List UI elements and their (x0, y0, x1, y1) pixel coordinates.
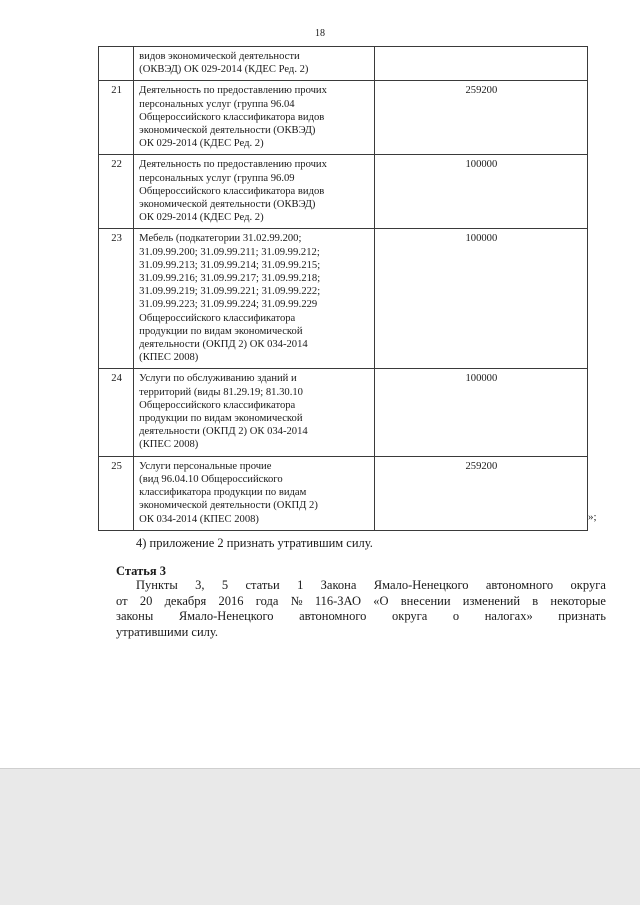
article-word: декабря (164, 593, 207, 608)
activity-description-cell (134, 47, 375, 81)
description-line: персональных услуг (группа 96.04 (139, 98, 295, 110)
table-row (99, 229, 588, 369)
article-word: о (452, 609, 460, 624)
page-number: 18 (315, 28, 325, 39)
article-word: в (532, 593, 539, 608)
activity-description-cell (134, 456, 375, 530)
description-line: 31.09.99.219; 31.09.99.221; 31.09.99.222; (139, 286, 321, 298)
description-line: экономической деятельности (ОКВЭД) (139, 125, 316, 137)
article-word: округа (392, 609, 428, 624)
activity-description-cell (134, 369, 375, 456)
description-line: Мебель (подкатегории 31.02.99.200; (139, 233, 302, 245)
description-line: продукции по видам экономической (139, 325, 303, 337)
description-line: (КПЕС 2008) (139, 439, 199, 451)
description-line: экономической деятельности (ОКВЭД) (139, 199, 316, 211)
description-line: Общероссийского классификатора видов (139, 185, 325, 197)
activity-description-cell (134, 155, 375, 229)
article-word: статьи (245, 578, 280, 592)
description-line: персональных услуг (группа 96.09 (139, 172, 295, 184)
description-line: Общероссийского классификатора (139, 399, 296, 411)
row-number-cell: 25 (99, 456, 134, 530)
description-line: ОК 029-2014 (КДЕС Ред. 2) (139, 138, 264, 150)
article-heading: Статья 3 (116, 564, 166, 578)
article-word: автономного (299, 609, 367, 624)
tax-rates-table (98, 46, 588, 531)
article-word: признать (558, 609, 606, 624)
article-word: налогах» (484, 609, 533, 624)
row-number-cell: 21 (99, 81, 134, 155)
activity-description-cell (134, 229, 375, 369)
activity-description-cell (134, 81, 375, 155)
amount-cell: 100000 (374, 155, 587, 229)
description-line: 31.09.99.200; 31.09.99.211; 31.09.99.212; (139, 246, 320, 258)
article-paragraph (116, 578, 606, 640)
article-word: 116-ЗАО (314, 593, 361, 608)
description-line: 31.09.99.223; 31.09.99.224; 31.09.99.229 (139, 299, 318, 311)
description-line: продукции по видам экономической (139, 413, 303, 425)
article-word: 20 (139, 593, 153, 608)
row-number-cell: 22 (99, 155, 134, 229)
description-line: экономической деятельности (ОКПД 2) (139, 500, 318, 512)
article-word: автономного (485, 578, 554, 592)
row-number-cell (99, 47, 134, 81)
description-line: деятельности (ОКПД 2) ОК 034-2014 (139, 426, 308, 438)
article-line (116, 594, 606, 610)
article-word: 3, (195, 578, 205, 592)
article-word: некоторые (550, 593, 606, 608)
table-row (99, 456, 588, 530)
row-number-cell: 23 (99, 229, 134, 369)
article-word: «О (373, 593, 389, 608)
table-row (99, 47, 588, 81)
description-line: Услуги по обслуживанию зданий и (139, 373, 297, 385)
article-word: Ямало-Ненецкого (178, 609, 274, 624)
item-4-text: 4) приложение 2 признать утратившим силу. (136, 536, 373, 550)
article-word: законы (116, 609, 154, 624)
table-row (99, 155, 588, 229)
amount-cell: 100000 (374, 229, 587, 369)
article-line (116, 609, 606, 625)
article-word: Пункты (136, 578, 178, 592)
article-line (116, 578, 606, 594)
article-word: изменений (462, 593, 521, 608)
description-line: территорий (виды 81.29.19; 81.30.10 (139, 386, 303, 398)
description-line: Общероссийского классификатора видов (139, 111, 325, 123)
article-word: Закона (320, 578, 357, 592)
description-line: ОК 034-2014 (КПЕС 2008) (139, 513, 259, 525)
article-word: от (116, 593, 128, 608)
article-line (116, 625, 606, 641)
table-row (99, 81, 588, 155)
description-line: Деятельность по предоставлению прочих (139, 85, 327, 97)
article-word: № (290, 593, 303, 608)
description-line: Общероссийского классификатора (139, 312, 296, 324)
row-number-cell: 24 (99, 369, 134, 456)
amount-cell: 100000 (374, 369, 587, 456)
closing-quote-mark: »; (588, 511, 597, 523)
description-line: деятельности (ОКПД 2) ОК 034-2014 (139, 339, 308, 351)
description-line: Услуги персональные прочие (139, 460, 272, 472)
description-line: (вид 96.04.10 Общероссийского (139, 473, 283, 485)
article-word: 5 (221, 578, 229, 592)
description-line: видов экономической деятельности (139, 51, 300, 62)
description-line: (КПЕС 2008) (139, 352, 199, 364)
description-line: (ОКВЭД) ОК 029-2014 (КДЕС Ред. 2) (139, 64, 309, 76)
description-line: Деятельность по предоставлению прочих (139, 159, 327, 171)
amount-cell (374, 47, 587, 81)
article-word: утратившими силу. (116, 624, 219, 639)
article-word: Ямало-Ненецкого (373, 578, 469, 592)
article-word: года (255, 593, 279, 608)
description-line: 31.09.99.213; 31.09.99.214; 31.09.99.215; (139, 259, 321, 271)
description-line: классификатора продукции по видам (139, 487, 307, 499)
article-word: 1 (297, 578, 304, 592)
amount-cell: 259200 (374, 456, 587, 530)
amount-cell: 259200 (374, 81, 587, 155)
article-word: внесении (400, 593, 451, 608)
article-word: округа (570, 578, 606, 592)
table-row (99, 369, 588, 456)
description-line: 31.09.99.216; 31.09.99.217; 31.09.99.218; (139, 273, 321, 285)
description-line: ОК 029-2014 (КДЕС Ред. 2) (139, 212, 264, 224)
article-word: 2016 (218, 593, 244, 608)
